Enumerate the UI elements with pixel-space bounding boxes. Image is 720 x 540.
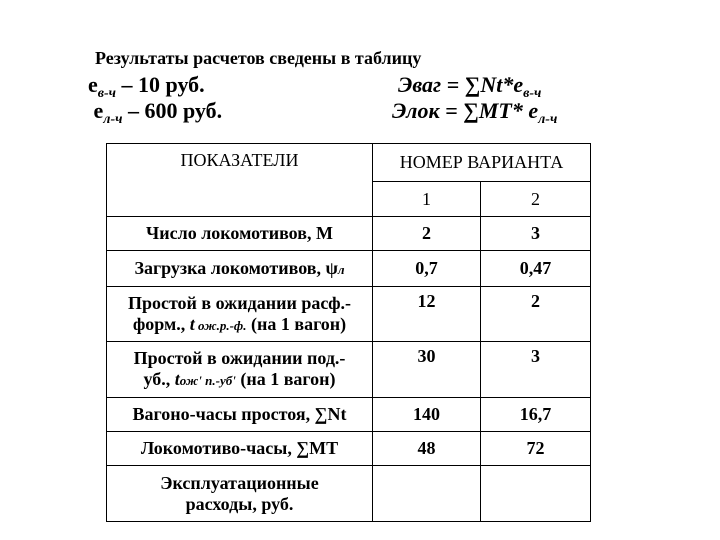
cost-subscript: в-ч [97, 86, 117, 101]
cost-value: – 10 руб. [116, 72, 205, 97]
row-label-text: Загрузка локомотивов, ψ [134, 257, 338, 278]
cost-value: – 600 руб. [122, 98, 223, 123]
row-label-line: Простой в ожидании расф.- [127, 292, 352, 313]
row-label-line: расходы, руб. [185, 493, 294, 514]
row-label-subscript: ож.р.-ф. [194, 317, 247, 333]
row-label [107, 287, 373, 342]
row-label-part: форм., [132, 313, 190, 334]
cost-wagon-hour [88, 72, 205, 101]
table-row [107, 466, 591, 522]
table-row [107, 251, 591, 287]
value-variant-1 [373, 466, 481, 522]
intro-text: Результаты расчетов сведены в таблицу [95, 48, 422, 68]
formula-subscript: л-ч [538, 112, 558, 127]
table-row [107, 398, 591, 432]
value-variant-1: 48 [373, 432, 481, 466]
row-label-text: Локомотиво-часы, ∑MT [140, 438, 339, 458]
formula-loco [392, 98, 558, 127]
value-variant-2: 3 [481, 342, 591, 398]
value-variant-2: 72 [481, 432, 591, 466]
value-variant-2: 2 [481, 287, 591, 342]
table-row [107, 342, 591, 398]
row-label-part: (на 1 вагон) [235, 369, 336, 389]
value-variant-2 [481, 466, 591, 522]
row-label-subscript: л [337, 261, 345, 277]
value-variant-1: 30 [373, 342, 481, 398]
table-row [107, 217, 591, 251]
row-label-part: (на 1 вагон) [246, 313, 347, 334]
formula-wagon [398, 72, 542, 101]
row-label [107, 466, 373, 522]
formula-subscript: в-ч [523, 86, 542, 101]
row-label [107, 398, 373, 432]
row-label-line [107, 369, 372, 391]
row-label-text: Число локомотивов, М [146, 223, 333, 243]
table-row [107, 287, 591, 342]
results-table [106, 143, 591, 522]
row-label-line: Эксплуатационные [160, 472, 319, 493]
row-label [107, 432, 373, 466]
table-row [107, 432, 591, 466]
formula-text: Элок = ∑MT* е [392, 98, 539, 123]
variant-number: 1 [373, 182, 481, 217]
row-label-subscript: ож' п.-уб' [179, 373, 236, 388]
value-variant-2: 3 [481, 217, 591, 251]
row-label-part: t [189, 313, 195, 334]
row-label-part: уб., [143, 369, 175, 389]
header-variant: НОМЕР ВАРИАНТА [373, 144, 591, 182]
cost-symbol: е [93, 98, 104, 123]
cost-symbol: е [88, 72, 98, 97]
variant-number: 2 [481, 182, 591, 217]
value-variant-2: 16,7 [481, 398, 591, 432]
row-label [107, 342, 373, 398]
row-label [107, 217, 373, 251]
value-variant-1: 140 [373, 398, 481, 432]
row-label-line: Простой в ожидании под.- [133, 348, 346, 368]
row-label-text: Вагоно-часы простоя, ∑Nt [132, 404, 347, 424]
formula-text: Эваг = ∑Nt*е [398, 72, 524, 97]
row-label-line [107, 314, 372, 336]
row-label-part: t [174, 369, 180, 389]
cost-loco-hour [88, 98, 223, 127]
value-variant-2: 0,47 [481, 251, 591, 287]
value-variant-1: 12 [373, 287, 481, 342]
value-variant-1: 2 [373, 217, 481, 251]
cost-subscript: л-ч [103, 112, 123, 127]
row-label [107, 251, 373, 287]
header-indicators: ПОКАЗАТЕЛИ [107, 144, 373, 217]
value-variant-1: 0,7 [373, 251, 481, 287]
